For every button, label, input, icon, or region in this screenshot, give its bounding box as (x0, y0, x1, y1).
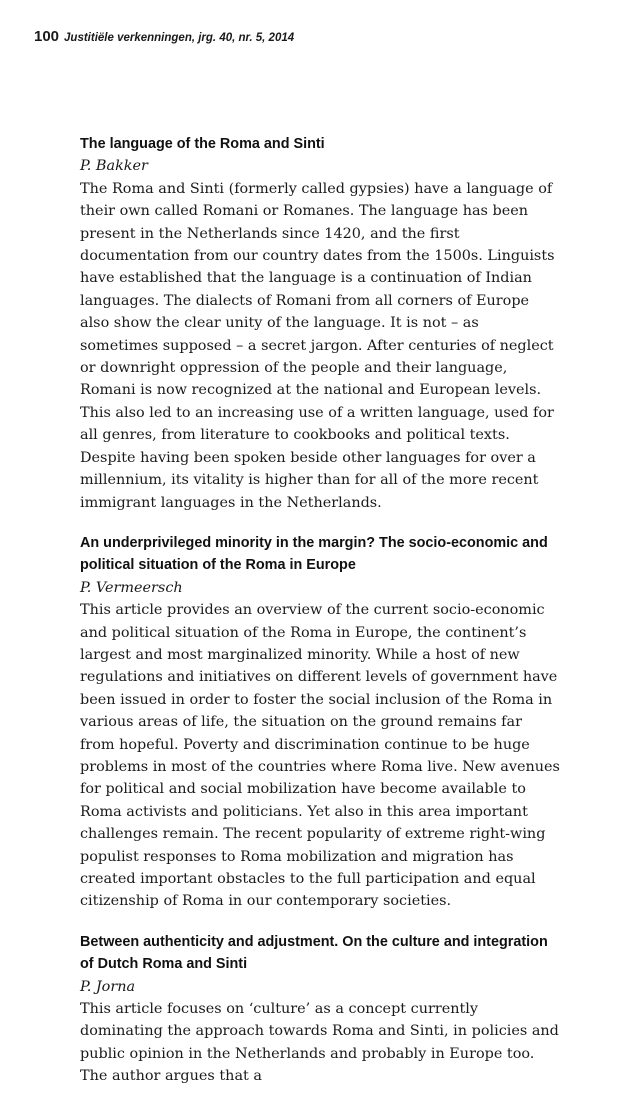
article-abstract: The Roma and Sinti (formerly called gypsies) have a language of their own called Romani or Romanes. The language has been present in the Netherlands since 1420, and the first documentation from our country dates from the 1500s. Linguists have established that the language is a continuation of Indian languages. The dialects of Romani from all corners of Europe also show the clear unity of the language. It is not – as sometimes supposed – a secret jargon. After centuries of neglect or downright oppression of the people and their language, Romani is now recognized at the national and European levels. This also led to an increasing use of a written language, used for all genres, from literature to cookbooks and political texts. Despite having been spoken beside other languages for over a millennium, its vitality is higher than for all of the more recent immigrant languages in the Netherlands. (80, 180, 555, 511)
page-number: 100 (34, 28, 60, 45)
running-head (34, 28, 294, 46)
journal-reference: Justitiële verkenningen, jrg. 40, nr. 5, 2014 (64, 32, 295, 44)
article-abstract: This article focuses on ‘culture’ as a concept currently dominating the approach towards Roma and Sinti, in policies and public opinion in the Netherlands and probably in Europe too. The author argues that a (80, 1001, 559, 1085)
article-vermeersch (80, 532, 560, 913)
article-abstract: This article provides an overview of the current socio-economic and political situation of the Roma in Europe, the continent’s largest and most marginalized minority. While a host of new regulations and initiatives on different levels of government have been issued in order to foster the social inclusion of the Roma in various areas of life, the situation on the ground remains far from hopeful. Poverty and discrimination continue to be huge problems in most of the countries where Roma live. New avenues for political and social mobilization have become available to Roma activists and politicians. Yet also in this area important challenges remain. The recent popularity of extreme right-wing populist responses to Roma mobilization and migration has created important obstacles to the full participation and equal citizenship of Roma in our contemporary societies. (80, 602, 560, 910)
abstracts-section (80, 133, 560, 1106)
article-author: P. Jorna (80, 978, 136, 995)
article-title: The language of the Roma and Sinti (80, 136, 325, 152)
article-author: P. Bakker (80, 158, 148, 175)
article-title: An underprivileged minority in the margin? The socio-economic and political situation of the Roma in Europe (80, 534, 548, 574)
article-title: Between authenticity and adjustment. On the culture and integration of Dutch Roma and Sinti (80, 933, 548, 973)
article-bakker (80, 133, 560, 514)
article-author: P. Vermeersch (80, 579, 183, 596)
article-jorna (80, 931, 560, 1088)
